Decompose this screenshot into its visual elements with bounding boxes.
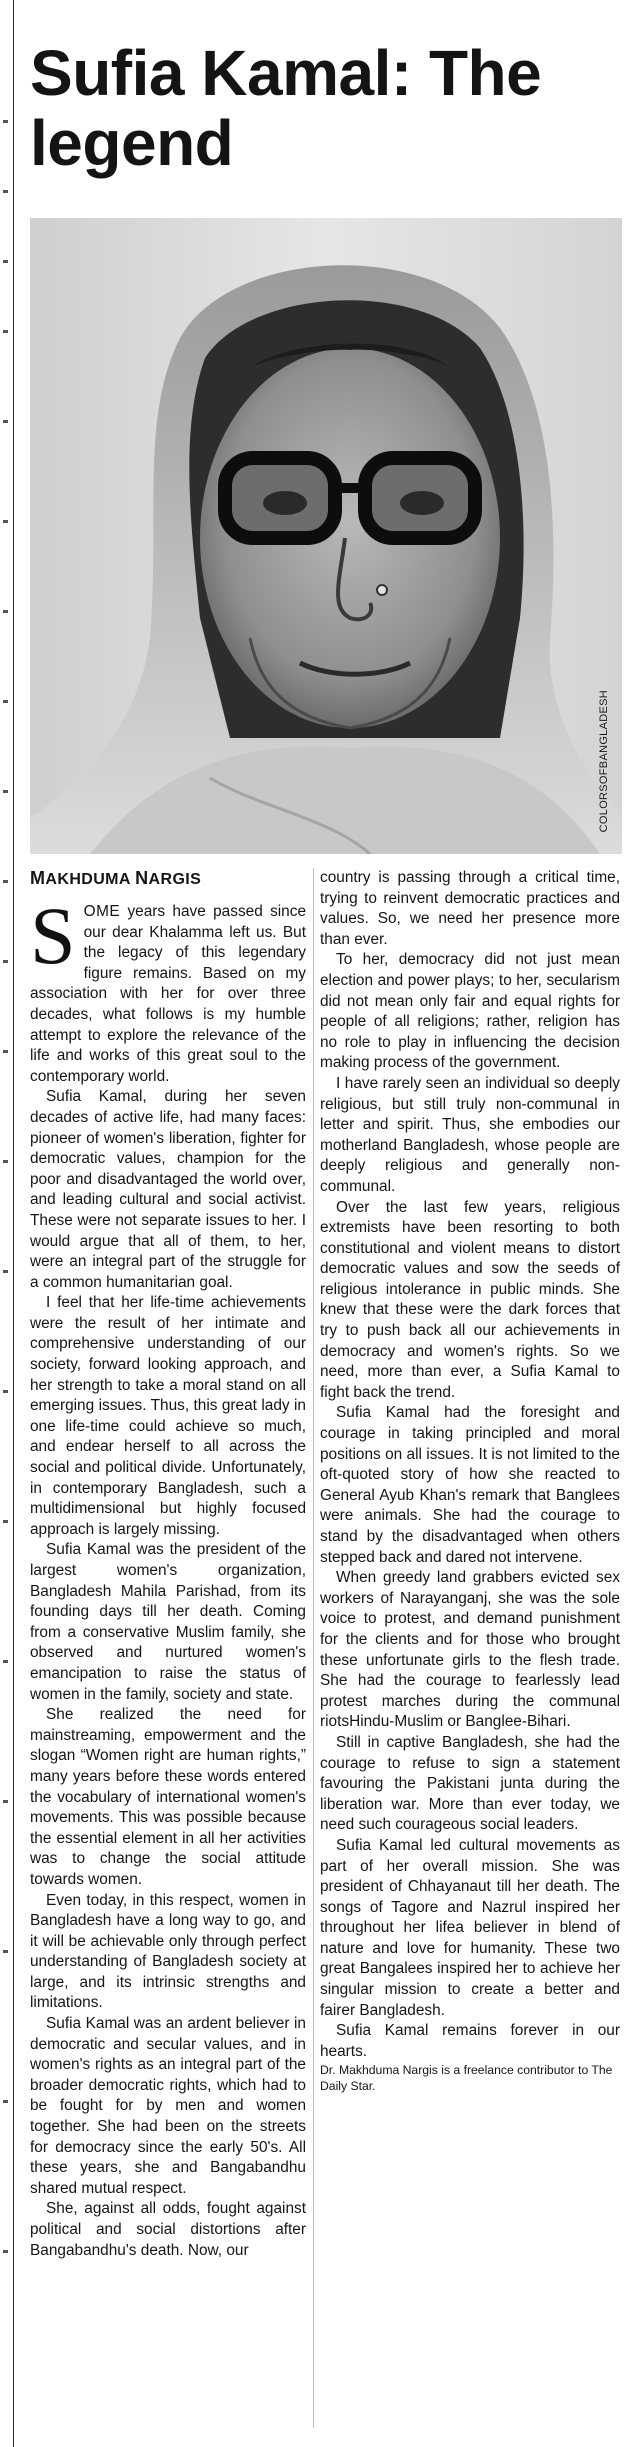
drop-cap: S [30, 890, 76, 981]
byline-cap-n: N [135, 868, 149, 888]
column-divider [313, 868, 314, 2428]
paragraph-9: To her, democracy did not just mean election and power plays; to her, secularism did not mean only fair and equal rights for people of all religions; rather, religion has no role to play in influencing the decision making process of the government. [320, 951, 620, 1072]
paragraph-4: Sufia Kamal was the president of the largest women's organization, Bangladesh Mahila Parishad, from its founding days till her death. Coming from a conservative Muslim family, she observed and nurtured women's emancipation to raise the status of women in the family, society and state. [30, 1541, 306, 1703]
paragraph-1 [30, 890, 306, 1087]
paragraph-7: Sufia Kamal was an ardent believer in democratic and secular values, and in women's rights as an integral part of the broader democratic rights, which had to be fought for by men and women together. She had been on the streets for democracy since the early 50's. All these years, she and Bangabandhu shared mutual respect. [30, 2015, 306, 2197]
photo-credit: COLORSOFBANGLADESH [598, 689, 610, 832]
lead-caps: OME [83, 903, 121, 920]
paragraph-10: I have rarely seen an individual so deeply religious, but still truly non-communal in letter and spirit. Thus, she embodies our motherland Bangladesh, whose people are deeply religious and generally non-communal. [320, 1074, 620, 1195]
portrait-photo [30, 218, 622, 854]
paragraph-15: Sufia Kamal led cultural movements as part of her overall mission. She was president of Chhayanaut till her death. The songs of Tagore and Nazrul inspired her throughout her lifea believer in blend of nature and love for humanity. These two great Bangalees inspired her to achieve her singular mission to create a better and fairer Bangladesh. [320, 1836, 620, 2019]
article-column-2 [320, 868, 620, 2094]
article-column-1 [30, 868, 306, 2261]
byline-cap-m: M [30, 868, 46, 888]
paragraph-12: Sufia Kamal had the foresight and courage in taking principled and moral positions on all issues. It is not limited to the oft-quoted story of how she reacted to General Ayub Khan's remark that Banglees were animals. She had the courage to stand by the disadvantaged when others stepped back and dared not intervene. [320, 1404, 620, 1566]
headline: Sufia Kamal: The legend [30, 37, 542, 179]
paragraph-8a: She, against all odds, fought against political and social distortions after Bangabandhu's death. Now, our [30, 2200, 306, 2259]
paragraph-11: Over the last few years, religious extremists have been resorting to both constitutional and violent means to distort democratic values and sow the seeds of religious intolerance in public minds. She knew that these were the dark forces that try to push back all our achievements in democracy and women's rights. So we need, more than ever, a Sufia Kamal to fight back the trend. [320, 1198, 620, 1401]
paragraph-6: Even today, in this respect, women in Bangladesh have a long way to go, and it will be achievable only through perfect understanding of Bangladesh society at large, and its intrinsic strengths and limitations. [30, 1891, 306, 2012]
paragraph-5: She realized the need for mainstreaming, empowerment and the slogan “Women right are human rights,” many years before these words entered the vocabulary of international women's movements. This was possible because the essential element in all her activities was to change the social attitude towards women. [30, 1706, 306, 1888]
left-gutter [0, 0, 14, 2447]
lead-text: years have passed since our dear Khalamma left us. But the legacy of this legendary figure remains. Based on my association with her for over three decades, what follows is my humble attempt to explore the relevance of the life and works of this great soul to the contemporary world. [30, 903, 306, 1085]
byline [30, 868, 306, 890]
paragraph-3: I feel that her life-time achievements were the result of her intimate and comprehensive understanding of our society, forward looking approach, and her strength to take a moral stand on all emerging issues. Thus, this great lady in one life-time could achieve so much, and endear herself to all across the social and political divide. Unfortunately, in contemporary Bangladesh, such a multidimensional but highly focused approach is largely missing. [30, 1294, 306, 1538]
paragraph-13: When greedy land grabbers evicted sex workers of Narayanganj, she was the sole voice to protest, and demand punishment for the clients and for those who brought these unfortunate girls to the flesh trade. She had the courage to fearlessly lead protest marches during the communal riotsHindu-Muslim or Banglee-Bihari. [320, 1569, 620, 1731]
portrait-illustration [30, 218, 622, 854]
paragraph-8b: country is passing through a critical time, trying to reinvent democratic practices and values. So, we need her presence more than ever. [320, 869, 620, 948]
author-note: Dr. Makhduma Nargis is a freelance contributor to The Daily Star. [320, 2063, 613, 2094]
paragraph-2: Sufia Kamal, during her seven decades of active life, had many faces: pioneer of women's liberation, fighter for democratic values, champion for the poor and disadvantaged the world over, and leading cultural and social activist. These were not separate issues to her. I would argue that all of them, to her, were an integral part of the struggle for a common humanitarian goal. [30, 1088, 306, 1291]
paragraph-14: Still in captive Bangladesh, she had the courage to refuse to sign a statement favouring the Pakistani junta during the liberation war. More than ever today, we need such courageous social leaders. [320, 1733, 620, 1834]
byline-rest2: ARGIS [148, 871, 202, 888]
paragraph-16: Sufia Kamal remains forever in our hearts. [320, 2022, 620, 2060]
byline-rest: AKHDUMA [45, 871, 136, 888]
